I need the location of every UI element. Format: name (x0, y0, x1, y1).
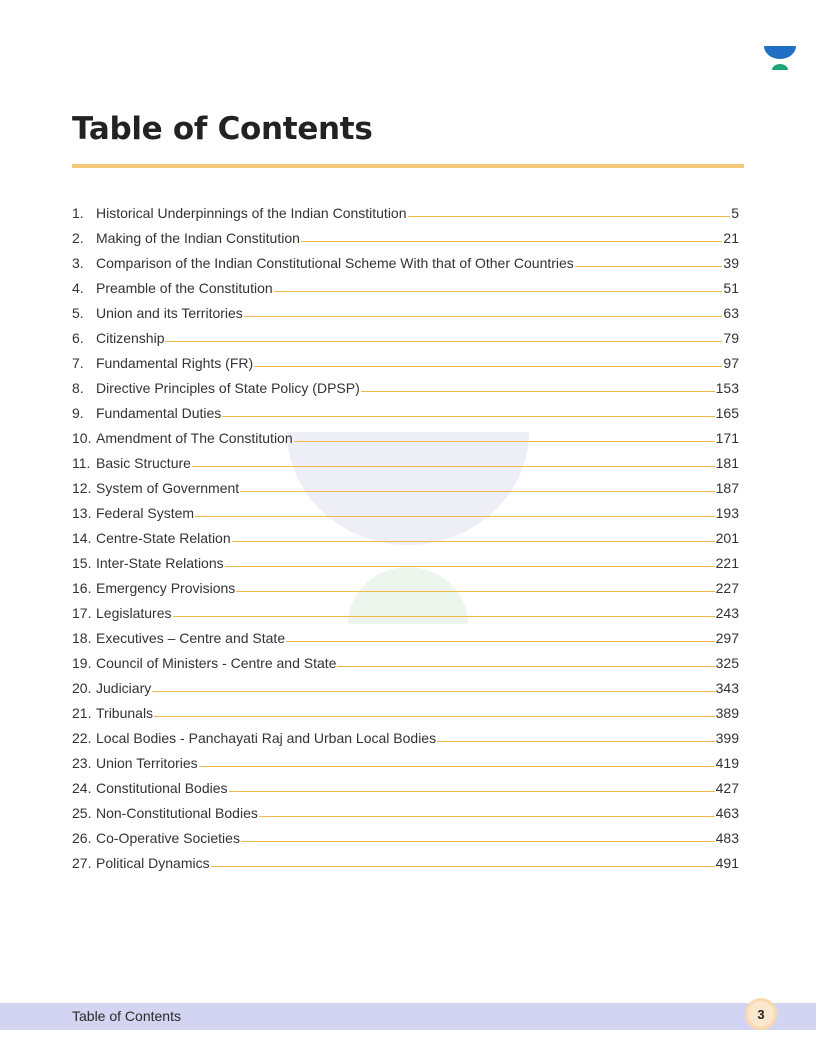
toc-entry[interactable] (72, 746, 739, 771)
toc-entry-title: Legislatures (96, 605, 172, 621)
toc-entry-page: 201 (715, 530, 739, 546)
toc-entry-title: Judiciary (96, 680, 152, 696)
toc-leader-line (195, 515, 715, 517)
toc-entry-title: System of Government (96, 480, 240, 496)
toc-entry-title: Directive Principles of State Policy (DPSP) (96, 380, 360, 396)
toc-entry-title: Citizenship (96, 330, 165, 346)
toc-entry-number: 14. (72, 530, 92, 546)
toc-entry-title: Non-Constitutional Bodies (96, 805, 258, 821)
toc-leader-line (294, 440, 715, 442)
toc-entry-title: Political Dynamics (96, 855, 210, 871)
toc-leader-line (361, 390, 715, 392)
toc-entry-number: 7. (72, 355, 84, 371)
toc-entry-page: 181 (715, 455, 739, 471)
toc-entry-page: 5 (731, 205, 739, 221)
toc-entry-number: 11. (72, 455, 91, 471)
toc-entry-title: Fundamental Rights (FR) (96, 355, 254, 371)
toc-entry-number: 9. (72, 405, 84, 421)
toc-entry-number: 1. (72, 205, 84, 221)
toc-entry-page: 193 (715, 505, 739, 521)
toc-leader-line (408, 215, 731, 217)
toc-entry[interactable] (72, 346, 739, 371)
toc-entry-page: 187 (715, 480, 739, 496)
toc-entry-page: 483 (715, 830, 739, 846)
toc-entry-page: 427 (715, 780, 739, 796)
toc-entry-title: Union Territories (96, 755, 198, 771)
toc-entry-number: 23. (72, 755, 92, 771)
toc-entry[interactable] (72, 821, 739, 846)
toc-entry-title: Historical Underpinnings of the Indian Constitution (96, 205, 407, 221)
toc-entry[interactable] (72, 671, 739, 696)
toc-entry[interactable] (72, 246, 739, 271)
toc-entry-number: 17. (72, 605, 92, 621)
toc-entry-page: 491 (715, 855, 739, 871)
toc-entry-title: Council of Ministers - Centre and State (96, 655, 337, 671)
toc-entry-page: 39 (723, 255, 739, 271)
toc-entry-page: 463 (715, 805, 739, 821)
toc-leader-line (241, 840, 715, 842)
toc-entry-page: 97 (723, 355, 739, 371)
toc-entry-title: Local Bodies - Panchayati Raj and Urban Local Bodies (96, 730, 437, 746)
toc-entry-title: Amendment of The Constitution (96, 430, 293, 446)
toc-entry-number: 8. (72, 380, 84, 396)
toc-entry-number: 15. (72, 555, 92, 571)
toc-entry-number: 27. (72, 855, 92, 871)
toc-entry-page: 79 (723, 330, 739, 346)
toc-entry-page: 153 (715, 380, 739, 396)
toc-entry[interactable] (72, 796, 739, 821)
toc-leader-line (254, 365, 722, 367)
toc-entry[interactable] (72, 521, 739, 546)
toc-entry[interactable] (72, 771, 739, 796)
toc-entry-number: 26. (72, 830, 92, 846)
brand-logo-icon (764, 46, 796, 72)
toc-entry-title: Union and its Territories (96, 305, 243, 321)
toc-entry-number: 21. (72, 705, 92, 721)
toc-leader-line (225, 565, 715, 567)
toc-entry-page: 51 (723, 280, 739, 296)
toc-leader-line (173, 615, 715, 617)
toc-entry[interactable] (72, 571, 739, 596)
toc-entry-number: 25. (72, 805, 92, 821)
toc-list (72, 196, 739, 871)
toc-entry-page: 227 (715, 580, 739, 596)
toc-entry[interactable] (72, 471, 739, 496)
toc-entry-title: Comparison of the Indian Constitutional Scheme With that of Other Countries (96, 255, 574, 271)
toc-entry-number: 20. (72, 680, 92, 696)
toc-entry-number: 12. (72, 480, 92, 496)
toc-entry-number: 10. (72, 430, 92, 446)
toc-entry-page: 21 (723, 230, 739, 246)
toc-leader-line (199, 765, 715, 767)
toc-entry[interactable] (72, 621, 739, 646)
toc-entry-title: Emergency Provisions (96, 580, 236, 596)
toc-entry-page: 171 (715, 430, 739, 446)
toc-entry-title: Federal System (96, 505, 195, 521)
toc-leader-line (192, 465, 715, 467)
toc-leader-line (229, 790, 715, 792)
toc-entry-number: 22. (72, 730, 92, 746)
toc-entry-title: Fundamental Duties (96, 405, 222, 421)
toc-entry[interactable] (72, 846, 739, 871)
toc-leader-line (240, 490, 714, 492)
toc-entry-page: 343 (715, 680, 739, 696)
toc-entry-title: Tribunals (96, 705, 154, 721)
toc-leader-line (337, 665, 714, 667)
toc-entry-number: 13. (72, 505, 92, 521)
toc-entry-title: Basic Structure (96, 455, 191, 471)
toc-entry-title: Co-Operative Societies (96, 830, 240, 846)
toc-entry[interactable] (72, 696, 739, 721)
toc-entry-title: Executives – Centre and State (96, 630, 286, 646)
toc-entry-page: 389 (715, 705, 739, 721)
toc-leader-line (165, 340, 722, 342)
toc-entry[interactable] (72, 496, 739, 521)
toc-entry[interactable] (72, 371, 739, 396)
toc-entry-page: 399 (715, 730, 739, 746)
toc-entry-page: 297 (715, 630, 739, 646)
toc-entry-title: Constitutional Bodies (96, 780, 228, 796)
toc-leader-line (236, 590, 714, 592)
toc-leader-line (437, 740, 715, 742)
toc-entry-title: Centre-State Relation (96, 530, 231, 546)
toc-entry[interactable] (72, 396, 739, 421)
toc-entry-page: 325 (715, 655, 739, 671)
toc-entry-number: 3. (72, 255, 84, 271)
toc-entry-page: 63 (723, 305, 739, 321)
toc-leader-line (211, 865, 715, 867)
toc-entry[interactable] (72, 596, 739, 621)
toc-entry-number: 6. (72, 330, 84, 346)
toc-entry-page: 419 (715, 755, 739, 771)
toc-entry-page: 221 (715, 555, 739, 571)
toc-entry[interactable] (72, 296, 739, 321)
toc-entry-number: 2. (72, 230, 84, 246)
footer-title: Table of Contents (72, 1008, 181, 1024)
toc-leader-line (259, 815, 715, 817)
toc-entry-page: 165 (715, 405, 739, 421)
toc-leader-line (286, 640, 715, 642)
toc-entry[interactable] (72, 721, 739, 746)
toc-entry-number: 5. (72, 305, 84, 321)
toc-leader-line (152, 690, 714, 692)
toc-entry[interactable] (72, 321, 739, 346)
toc-entry-number: 24. (72, 780, 92, 796)
toc-entry-page: 243 (715, 605, 739, 621)
toc-entry[interactable] (72, 646, 739, 671)
toc-leader-line (274, 290, 723, 292)
toc-leader-line (232, 540, 715, 542)
toc-entry-number: 18. (72, 630, 92, 646)
toc-leader-line (244, 315, 723, 317)
toc-entry-number: 19. (72, 655, 92, 671)
toc-entry[interactable] (72, 196, 739, 221)
toc-entry[interactable] (72, 546, 739, 571)
title-divider (72, 164, 744, 168)
toc-entry-title: Inter-State Relations (96, 555, 224, 571)
toc-leader-line (301, 240, 723, 242)
toc-entry[interactable] (72, 271, 739, 296)
toc-entry[interactable] (72, 221, 739, 246)
toc-entry[interactable] (72, 446, 739, 471)
page-number-badge: 3 (745, 998, 777, 1030)
toc-entry[interactable] (72, 421, 739, 446)
toc-leader-line (575, 265, 723, 267)
toc-entry-number: 4. (72, 280, 84, 296)
toc-entry-number: 16. (72, 580, 92, 596)
toc-leader-line (154, 715, 715, 717)
toc-entry-title: Making of the Indian Constitution (96, 230, 300, 246)
toc-entry-title: Preamble of the Constitution (96, 280, 273, 296)
page-title: Table of Contents (72, 111, 373, 147)
toc-leader-line (222, 415, 714, 417)
